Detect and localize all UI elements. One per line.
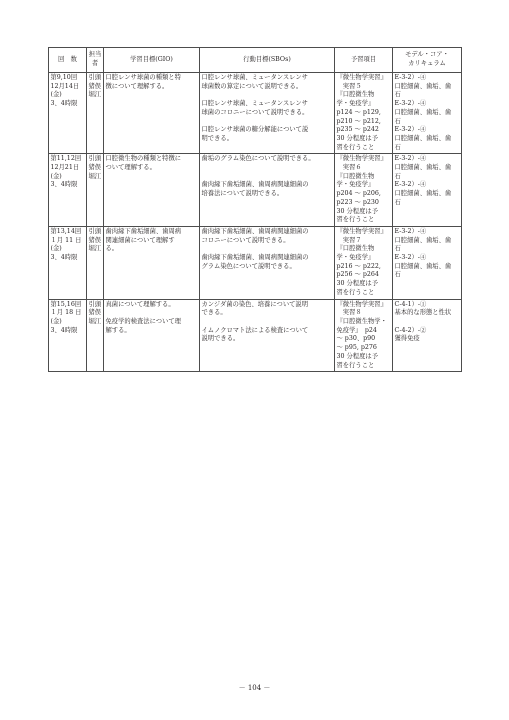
instructor-cell: 引頭 猪俣 堀江 [87,226,104,299]
core-curriculum-cell: E-3-2）-④ 口腔細菌、歯垢、歯 石 E-3-2）-④ 口腔細菌、歯垢、歯 石 E-3-2）-④ 口腔細菌、歯垢、歯 石 [393,73,462,154]
header-row [49,48,462,73]
gio-cell: 歯肉縁下歯垢細菌、歯周病 関連細菌について理解す る。 [104,226,200,299]
sbos-cell: カンジダ菌の染色、培養について説明 できる。 イムノクロマト法による検査について 説明できる。 [200,299,335,372]
syllabus-table [48,47,462,372]
header-prep: 予習項目 [335,48,393,73]
gio-cell: 真菌について理解する。 免疫学的検査法について理 解する。 [104,299,200,372]
table-row [49,299,462,372]
sbos-cell: 口腔レンサ球菌、ミュータンスレンサ 球菌数の算定について説明できる。 口腔レンサ球菌、ミュータンスレンサ 球菌のコロニーについて説明できる。 口腔レンサ球菌の糖分解能について説 明できる。 [200,73,335,154]
session-cell: 第11,12回 12月21日 (金) 3、4時限 [49,154,87,227]
gio-cell: 口腔微生物の種類と特徴に ついて理解する。 [104,154,200,227]
prep-cell: 『微生物学実習』 実習５ 『口腔微生物 学・免疫学』 p124 ～ p129, p210 ～ p212, p235 ～ p242 30 分程度は予 習を行うこと [335,73,393,154]
gio-cell: 口腔レンサ球菌の種類と特 徴について理解する。 [104,73,200,154]
core-curriculum-cell: E-3-2）-④ 口腔細菌、歯垢、歯 石 E-3-2）-④ 口腔細菌、歯垢、歯 石 [393,226,462,299]
table-row [49,226,462,299]
header-gio: 学習目標(GIO) [104,48,200,73]
core-curriculum-cell: C-4-1）-① 基本的な形態と性状 C-4-2）-② 獲得免疫 [393,299,462,372]
page-number: － 104 － [238,684,271,692]
prep-cell: 『微生物学実習』 実習６ 『口腔微生物 学・免疫学』 p204 ～ p206, p223 ～ p230 30 分程度は予 習を行うこと [335,154,393,227]
session-cell: 第13,14回 １月 11 日 (金) 3、4時限 [49,226,87,299]
table-row [49,73,462,154]
core-curriculum-cell: E-3-2）-④ 口腔細菌、歯垢、歯 石 E-3-2）-④ 口腔細菌、歯垢、歯 石 [393,154,462,227]
sbos-cell: 歯垢のグラム染色について説明できる。 歯肉縁下歯垢細菌、歯周病関連細菌の 培養法について説明できる。 [200,154,335,227]
header-instructor: 担当者 [87,48,104,73]
table-row [49,154,462,227]
instructor-cell: 引頭 猪俣 堀江 [87,73,104,154]
session-cell: 第9,10回 12月14日 (金) 3、4時限 [49,73,87,154]
instructor-cell: 引頭 猪俣 堀江 [87,299,104,372]
prep-cell: 『微生物学実習』 実習７ 『口腔微生物 学・免疫学』 p216 ～ p222, p256 ～ p264 30 分程度は予 習を行うこと [335,226,393,299]
header-sbos: 行動目標(SBOs) [200,48,335,73]
session-cell: 第15,16回 １月 18 日 (金) 3、4時限 [49,299,87,372]
sbos-cell: 歯肉縁下歯垢細菌、歯周病関連細菌の コロニーについて説明できる。 歯肉縁下歯垢細菌、歯周病関連細菌の グラム染色について説明できる。 [200,226,335,299]
instructor-cell: 引頭 猪俣 堀江 [87,154,104,227]
header-core-curriculum: モデル・コア・ カリキュラム [393,48,462,73]
prep-cell: 『微生物学実習』 実習８ 『口腔微生物学・ 免疫学』 p24 ～ p30、p90 ～ p95, p276 30 分程度は予 習を行うこと [335,299,393,372]
header-session: 回 数 [49,48,87,73]
